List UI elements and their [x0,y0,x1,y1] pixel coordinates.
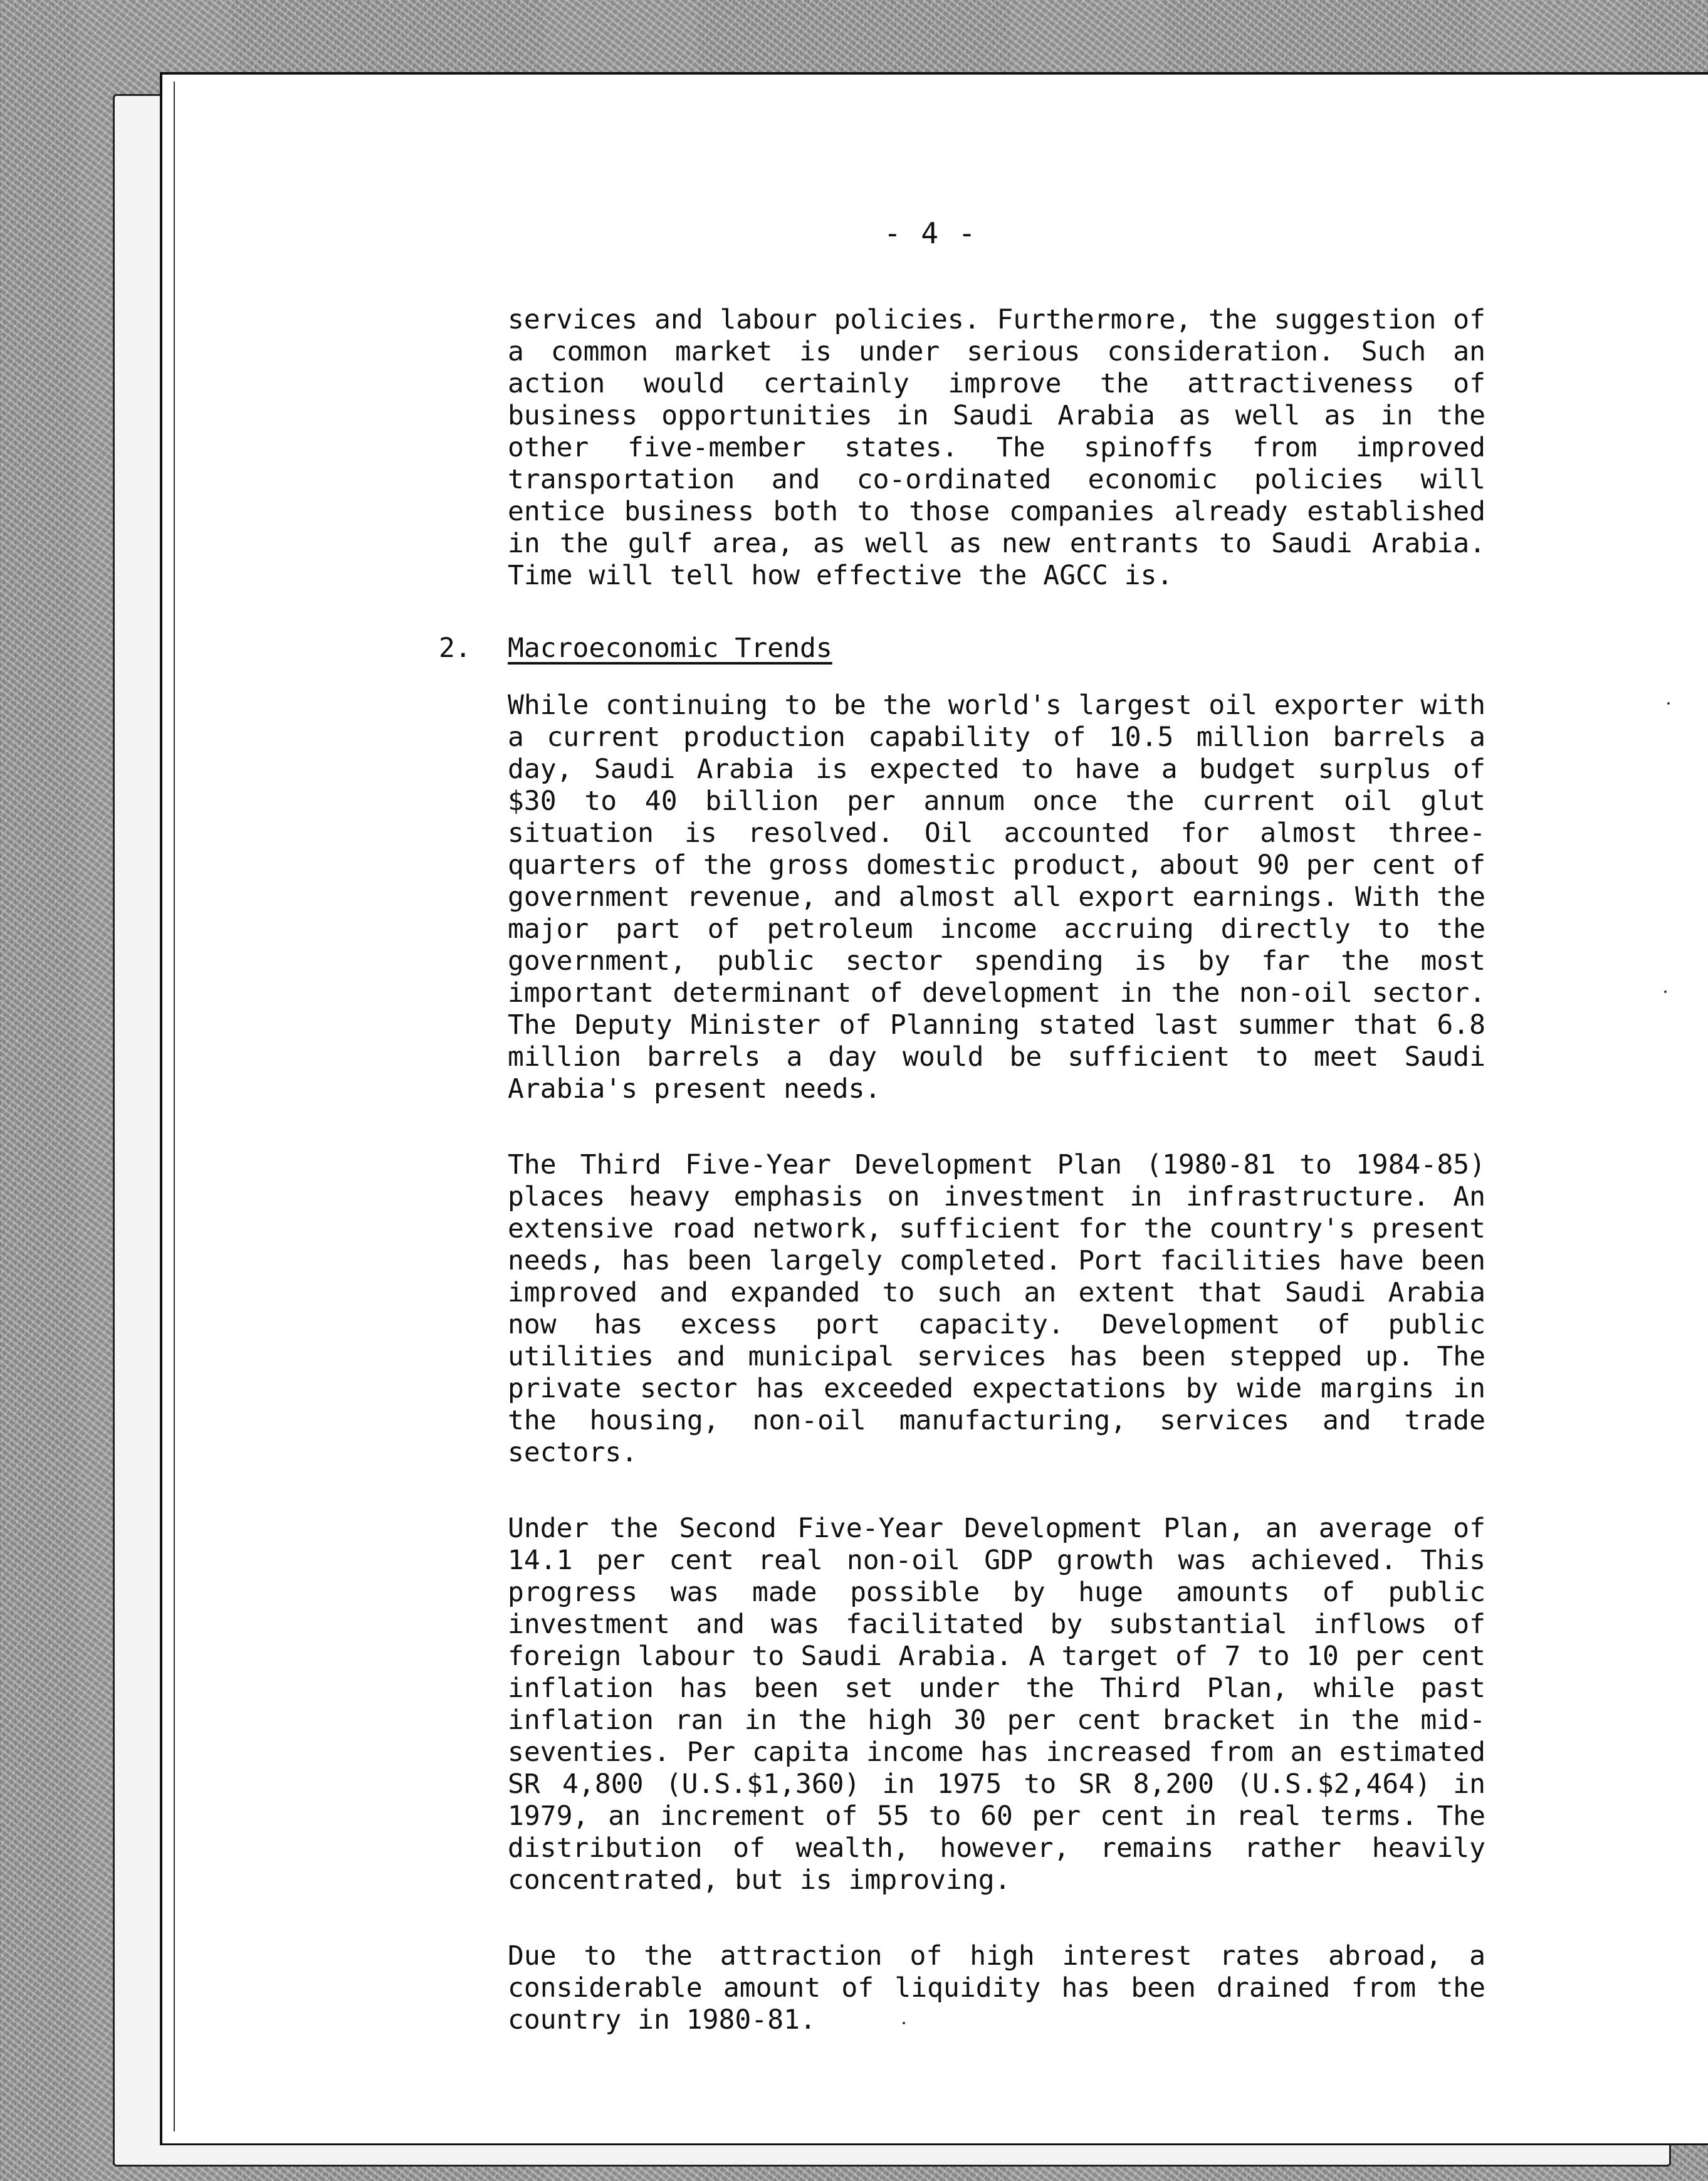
paragraph: The Third Five-Year Development Plan (1980-81 to 1984-85) places heavy emphasis on investment in infrastructure. An extensive road network, sufficient for the country's present needs, has been largely completed. Port facilities have been improved and expanded to such an extent that Saudi Arabia now has excess port capacity. Development of public utilities and municipal services has been stepped up. The private sector has exceeded expectations by wide margins in the housing, non-oil manufacturing, services and trade sectors. [508,1149,1485,1468]
page-number: - 4 - [884,216,977,250]
paragraph: While continuing to be the world's largest oil exporter with a current production capability of 10.5 million barrels a day, Saudi Arabia is expected to have a budget surplus of $30 to 40 billion per annum once the current oil glut situation is resolved. Oil accounted for almost three-quarters of the gross domestic product, about 90 per cent of government revenue, and almost all export earnings. With the major part of petroleum income accruing directly to the government, public sector spending is by far the most important determinant of development in the non-oil sector. The Deputy Minister of Planning stated last summer that 6.8 million barrels a day would be sufficient to meet Saudi Arabia's present needs. [508,690,1485,1105]
scan-speck [1667,702,1670,705]
paragraph: services and labour policies. Furthermore, the suggestion of a common market is under serious consideration. Such an action would certainly improve the attractiveness of business opportunities in Saudi Arabia as well as in the other five-member states. The spinoffs from improved transportation and co-ordinated economic policies will entice business both to those companies already established in the gulf area, as well as new entrants to Saudi Arabia. Time will tell how effective the AGCC is. [508,304,1485,591]
document-body [439,304,1485,2036]
section-title: Macroeconomic Trends [508,633,832,664]
section-heading [439,633,1485,665]
scan-speck [903,2022,905,2024]
scan-speck [1664,991,1667,993]
paragraph: Under the Second Five-Year Development Plan, an average of 14.1 per cent real non-oil GDP growth was achieved. This progress was made possible by huge amounts of public investment and was facilitated by substantial inflows of foreign labour to Saudi Arabia. A target of 7 to 10 per cent inflation has been set under the Third Plan, while past inflation ran in the high 30 per cent bracket in the mid-seventies. Per capita income has increased from an estimated SR 4,800 (U.S.$1,360) in 1975 to SR 8,200 (U.S.$2,464) in 1979, an increment of 55 to 60 per cent in real terms. The distribution of wealth, however, remains rather heavily concentrated, but is improving. [508,1513,1485,1896]
paragraph: Due to the attraction of high interest rates abroad, a considerable amount of liquidity has been drained from the country in 1980-81. [508,1940,1485,2036]
section-number: 2. [439,633,471,664]
page-edge-line [174,81,175,2131]
